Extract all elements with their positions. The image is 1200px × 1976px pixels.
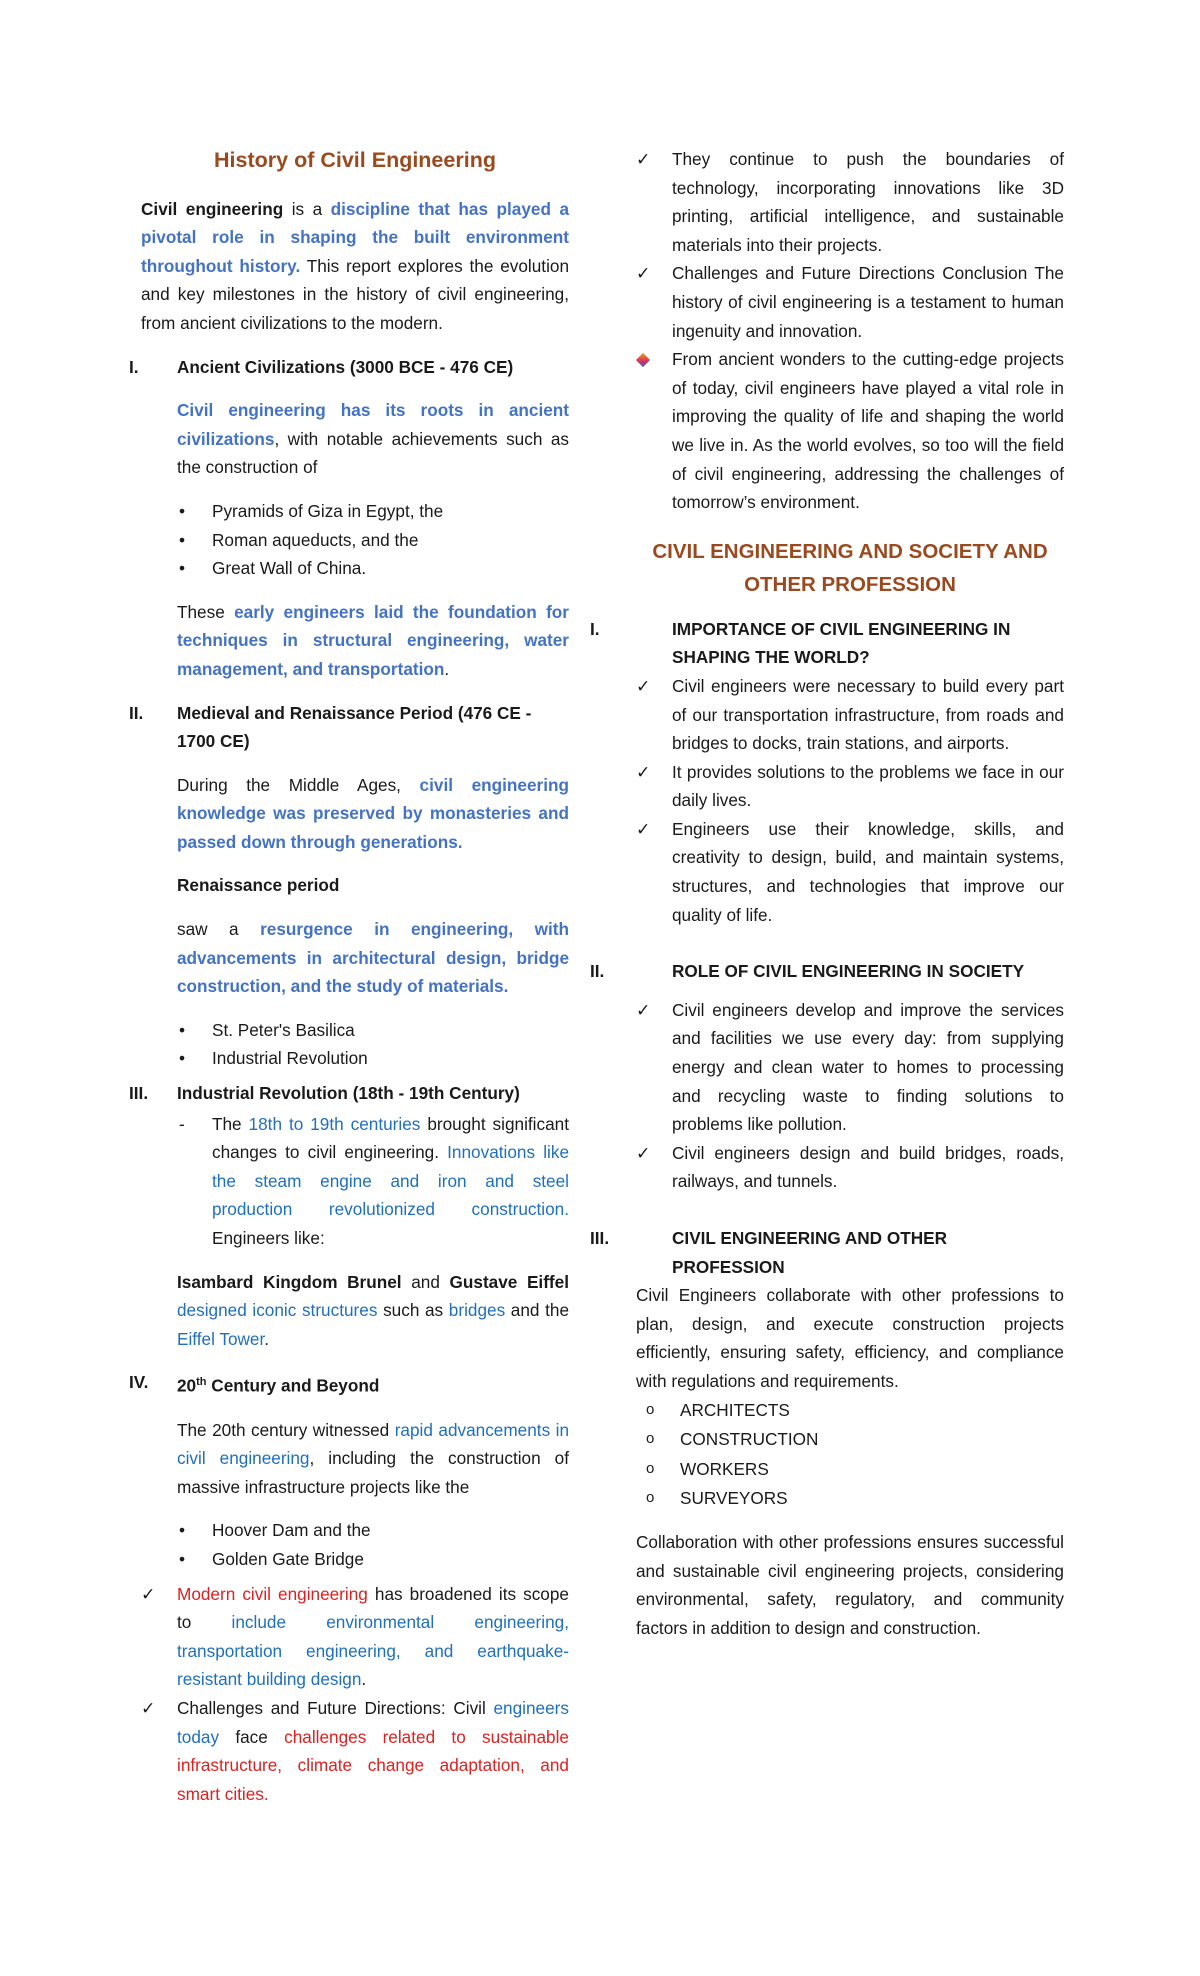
heading-text: Medieval and Renaissance Period (476 CE - 1700 CE) xyxy=(177,702,532,752)
list-item-text: WORKERS xyxy=(680,1458,769,1479)
intro-paragraph xyxy=(141,195,569,338)
diamond-bullet-icon xyxy=(636,345,648,374)
check-item xyxy=(636,758,1064,815)
intro-highlight: discipline that has played a pivotal role in shaping the built environment throughout history. xyxy=(141,198,569,276)
check-item xyxy=(636,345,1064,517)
check-icon: ✓ xyxy=(636,263,651,284)
check-icon: ✓ xyxy=(636,999,651,1020)
list-item xyxy=(141,1016,569,1045)
medieval-paragraph xyxy=(141,771,569,857)
heading-text: Century and Beyond xyxy=(206,1376,380,1397)
heading-number: III. xyxy=(590,1228,610,1248)
highlight: bridges xyxy=(448,1300,506,1321)
text: Civil engineers design and build bridges, roads, railways, and tunnels. xyxy=(672,1142,1064,1192)
list-item xyxy=(636,1425,1064,1454)
circle-bullet-icon: o xyxy=(646,1400,655,1418)
text: Engineers like: xyxy=(212,1228,325,1248)
closing-paragraph: Collaboration with other professions ensures successful and sustainable civil engineering projects, considering environmental, safety, regulatory, and community factors in addition to design and construction. xyxy=(636,1531,1064,1638)
text: They continue to push the boundaries of technology, incorporating innovations like 3D printing, artificial intelligence, and sustainable materials into their projects. xyxy=(672,149,1064,255)
text: . xyxy=(444,658,450,679)
check-item xyxy=(636,815,1064,929)
heading-importance xyxy=(590,615,1064,672)
highlight: resurgence in engineering, with advancements in architectural design, bridge construction, and the study of materials. xyxy=(177,919,569,997)
check-icon: ✓ xyxy=(141,1583,156,1604)
engineers-paragraph xyxy=(141,1268,569,1354)
list-item xyxy=(141,1044,569,1073)
ancient-paragraph xyxy=(141,396,569,482)
heading-number: II. xyxy=(129,702,144,723)
list-item-text: Roman aqueducts, and the xyxy=(212,529,419,550)
highlight: early engineers laid the foundation for techniques in structural engineering, water management, and transportation xyxy=(177,601,569,679)
text: saw a xyxy=(177,919,261,940)
list-item xyxy=(636,1396,1064,1425)
bullet-icon: • xyxy=(179,1019,186,1040)
left-column xyxy=(129,140,570,1808)
heading-text: CIVIL ENGINEERING AND OTHER PROFESSION xyxy=(672,1228,948,1277)
bullet-icon: • xyxy=(179,558,186,579)
text: face xyxy=(219,1726,285,1747)
list-item xyxy=(141,526,569,555)
check-icon: ✓ xyxy=(636,818,651,839)
other-profession-paragraph: Civil Engineers collaborate with other professions to plan, design, and execute construction projects efficiently, ensuring safety, efficiency, and compliance with regulations and requirements. xyxy=(636,1285,1064,1391)
section-heading-ancient xyxy=(129,353,569,382)
bullet-icon: • xyxy=(179,1520,186,1541)
industrial-dash-item xyxy=(141,1110,569,1253)
ancient-highlight: Civil engineering has its roots in ancient civilizations xyxy=(177,400,569,449)
section-heading-20th xyxy=(129,1368,569,1400)
text: From ancient wonders to the cutting-edge projects of today, civil engineers have played a vital role in improving the quality of life and shaping the world we live in. As the world evolves, so too will the field of civil engineering, addressing the challenges of tomorrow’s environment. xyxy=(672,349,1064,513)
highlight: Innovations like the steam engine and iron and steel production revolutionized construction. xyxy=(212,1142,569,1220)
list-item xyxy=(636,1455,1064,1484)
check-item xyxy=(636,996,1064,1139)
heading-number: IV. xyxy=(129,1372,149,1393)
check-icon: ✓ xyxy=(636,761,651,782)
bullet-icon: • xyxy=(179,1048,186,1069)
dash-icon: - xyxy=(179,1113,185,1134)
check-item xyxy=(636,672,1064,758)
heading-other-profession xyxy=(590,1224,1064,1281)
check-item xyxy=(636,259,1064,345)
highlight: include environmental engineering, transportation engineering, and earthquake-resistant building design xyxy=(177,1612,569,1690)
text: Civil engineers were necessary to build every part of our transportation infrastructure, from roads and bridges to docks, train stations, and airports. xyxy=(672,675,1064,754)
check-icon: ✓ xyxy=(636,149,651,169)
check-icon: ✓ xyxy=(636,675,651,696)
profession-list xyxy=(636,1396,1064,1513)
check-item xyxy=(636,1139,1064,1196)
document-title: History of Civil Engineering xyxy=(214,148,496,172)
text: These xyxy=(177,601,235,622)
check-icon: ✓ xyxy=(141,1698,156,1719)
intro-text-2: This report explores the evolution and key milestones in the history of civil engineering, from ancient civilizations to the modern. xyxy=(141,255,569,333)
list-item xyxy=(141,554,569,583)
renaissance-subheading: Renaissance period xyxy=(177,875,340,896)
list-item-text: Pyramids of Giza in Egypt, the xyxy=(212,500,444,521)
engineer-name: Isambard Kingdom Brunel xyxy=(177,1271,402,1292)
list-item xyxy=(141,1545,569,1574)
circle-bullet-icon: o xyxy=(646,1430,655,1448)
ancient-text: , with notable achievements such as the construction of xyxy=(177,428,569,478)
ancient-paragraph-2 xyxy=(141,598,569,684)
highlight-red: challenges related to sustainable infrastructure, climate change adaptation, and smart cities. xyxy=(177,1726,569,1804)
text: . xyxy=(361,1669,367,1690)
highlight: civil engineering knowledge was preserved by monasteries and passed down through generations. xyxy=(177,774,569,852)
text: The 20th century witnessed xyxy=(177,1419,395,1440)
list-item xyxy=(141,497,569,526)
text: and xyxy=(401,1271,450,1292)
text: , including the construction of massive infrastructure projects like the xyxy=(177,1448,569,1497)
heading-sup: th xyxy=(196,1376,207,1389)
text: brought significant changes to civil engineering. xyxy=(212,1113,569,1163)
highlight: 18th to 19th centuries xyxy=(248,1113,421,1134)
heading-text: Industrial Revolution (18th - 19th Century) xyxy=(177,1083,520,1104)
highlight-red: Modern civil engineering xyxy=(177,1583,368,1604)
list-item-text: Great Wall of China. xyxy=(212,558,367,579)
20th-paragraph xyxy=(141,1416,569,1502)
heading-text: IMPORTANCE OF CIVIL ENGINEERING IN SHAPING THE WORLD? xyxy=(672,618,1011,668)
bullet-icon: • xyxy=(179,529,186,550)
text: Challenges and Future Directions Conclusion The history of civil engineering is a testament to human ingenuity and innovation. xyxy=(672,263,1064,341)
list-item xyxy=(636,1484,1064,1513)
text: has broadened its scope to xyxy=(177,1583,569,1633)
intro-text-1: is a xyxy=(283,198,331,219)
check-item xyxy=(141,1694,569,1808)
heading-number: I. xyxy=(129,356,139,377)
heading-role xyxy=(590,957,1064,986)
list-item-text: St. Peter's Basilica xyxy=(212,1019,355,1040)
ancient-list xyxy=(141,497,569,583)
section-title-society: CIVIL ENGINEERING AND SOCIETY AND OTHER PROFESSION xyxy=(652,539,1048,596)
list-item-text: ARCHITECTS xyxy=(680,1399,790,1420)
intro-lead: Civil engineering xyxy=(141,198,284,219)
bullet-icon: • xyxy=(179,1549,186,1570)
check-icon: ✓ xyxy=(636,1142,651,1163)
bullet-icon: • xyxy=(179,500,186,521)
list-item-text: Golden Gate Bridge xyxy=(212,1549,364,1570)
section-heading-industrial xyxy=(129,1079,569,1108)
check-item xyxy=(636,145,1064,259)
list-item xyxy=(141,1516,569,1545)
20th-checklist xyxy=(141,1580,569,1809)
text: Engineers use their knowledge, skills, and creativity to design, build, and maintain systems, structures, and technologies that improve our quality of life. xyxy=(672,818,1064,925)
heading-text: 20 xyxy=(177,1376,197,1397)
20th-list xyxy=(141,1516,569,1573)
heading-text: ROLE OF CIVIL ENGINEERING IN SOCIETY xyxy=(672,961,1025,982)
list-item-text: Industrial Revolution xyxy=(212,1048,368,1069)
highlight: engineers today xyxy=(177,1698,569,1747)
text: During the Middle Ages, xyxy=(177,774,420,795)
circle-bullet-icon: o xyxy=(646,1489,655,1507)
check-item xyxy=(141,1580,569,1694)
text: Civil engineers develop and improve the services and facilities we use every day: from supplying energy and clean water to homes to processing and recycling waste to finding solutions to problems like pollution. xyxy=(672,999,1064,1135)
text: . xyxy=(264,1328,270,1349)
highlight: designed iconic structures xyxy=(177,1300,378,1321)
text: such as xyxy=(377,1300,449,1321)
text: and the xyxy=(505,1300,570,1321)
text: Challenges and Future Directions: Civil xyxy=(177,1698,494,1719)
highlight: Eiffel Tower xyxy=(177,1328,265,1349)
heading-number: III. xyxy=(129,1083,149,1104)
engineer-name: Gustave Eiffel xyxy=(449,1271,569,1292)
highlight: rapid advancements in civil engineering xyxy=(177,1419,570,1469)
list-item-text: SURVEYORS xyxy=(680,1488,788,1509)
continued-checklist xyxy=(636,145,1064,517)
section-heading-medieval xyxy=(129,699,569,756)
heading-number: II. xyxy=(590,961,605,982)
heading-number: I. xyxy=(590,618,600,639)
renaissance-list xyxy=(141,1016,569,1073)
renaissance-paragraph xyxy=(141,915,569,1001)
role-checklist xyxy=(636,996,1064,1196)
list-item-text: CONSTRUCTION xyxy=(680,1429,819,1450)
text: It provides solutions to the problems we face in our daily lives. xyxy=(672,761,1064,811)
right-column xyxy=(590,145,1064,1657)
circle-bullet-icon: o xyxy=(646,1459,655,1477)
heading-text: Ancient Civilizations (3000 BCE - 476 CE) xyxy=(177,356,514,377)
list-item-text: Hoover Dam and the xyxy=(212,1520,371,1541)
importance-checklist xyxy=(636,672,1064,929)
text: The xyxy=(212,1113,249,1134)
